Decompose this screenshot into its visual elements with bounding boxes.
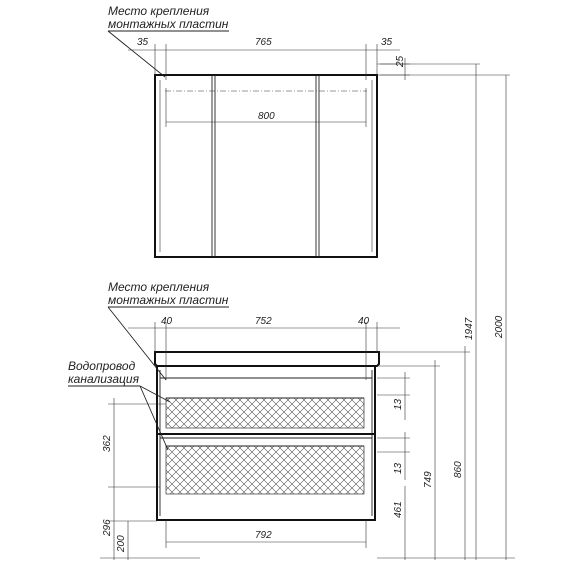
- dim-mirror-left: 35: [137, 37, 149, 48]
- plumbing-zone-upper: [166, 398, 364, 428]
- dim-mirror-width: 800: [258, 111, 275, 122]
- mirror-dimensions: [128, 37, 410, 127]
- dim-362: 362: [102, 435, 113, 452]
- dim-mirror-mid: 765: [255, 37, 272, 48]
- countertop: [155, 352, 379, 366]
- dim-13-upper: 13: [393, 398, 404, 410]
- mount-label-bottom-line1: Место крепления: [108, 280, 210, 294]
- vanity-cabinet: [155, 352, 379, 520]
- dim-860: 860: [453, 461, 464, 478]
- mount-label-bottom-line2: монтажных пластин: [108, 293, 229, 307]
- vanity-dimensions: [128, 316, 400, 548]
- dim-mirror-top: 25: [395, 55, 406, 67]
- dim-cab-right: 40: [358, 316, 370, 327]
- dim-13-lower: 13: [393, 462, 404, 474]
- cabinet-body: [157, 366, 375, 520]
- mirror-cabinet: [155, 75, 377, 257]
- plumbing-leader-1: [140, 386, 170, 402]
- mount-label-top-line1: Место крепления: [108, 4, 210, 18]
- dim-200: 200: [116, 535, 127, 552]
- dim-cab-mid: 752: [255, 316, 272, 327]
- plumbing-label-line2: канализация: [68, 372, 139, 386]
- dim-296: 296: [102, 519, 113, 536]
- dim-cab-left: 40: [161, 316, 173, 327]
- plumbing-label-line1: Водопровод: [68, 359, 136, 373]
- plumbing-zone-lower: [166, 446, 364, 494]
- dim-2000: 2000: [494, 315, 505, 338]
- dim-749: 749: [423, 471, 434, 488]
- dim-cab-width: 792: [255, 530, 272, 541]
- mirror-outline: [155, 75, 377, 257]
- right-vertical-dims: [377, 64, 515, 560]
- mount-label-top-line2: монтажных пластин: [108, 17, 229, 31]
- dim-mirror-right: 35: [381, 37, 393, 48]
- plumbing-leader-2: [140, 386, 168, 450]
- dim-461: 461: [393, 501, 404, 518]
- dim-1947: 1947: [464, 317, 475, 340]
